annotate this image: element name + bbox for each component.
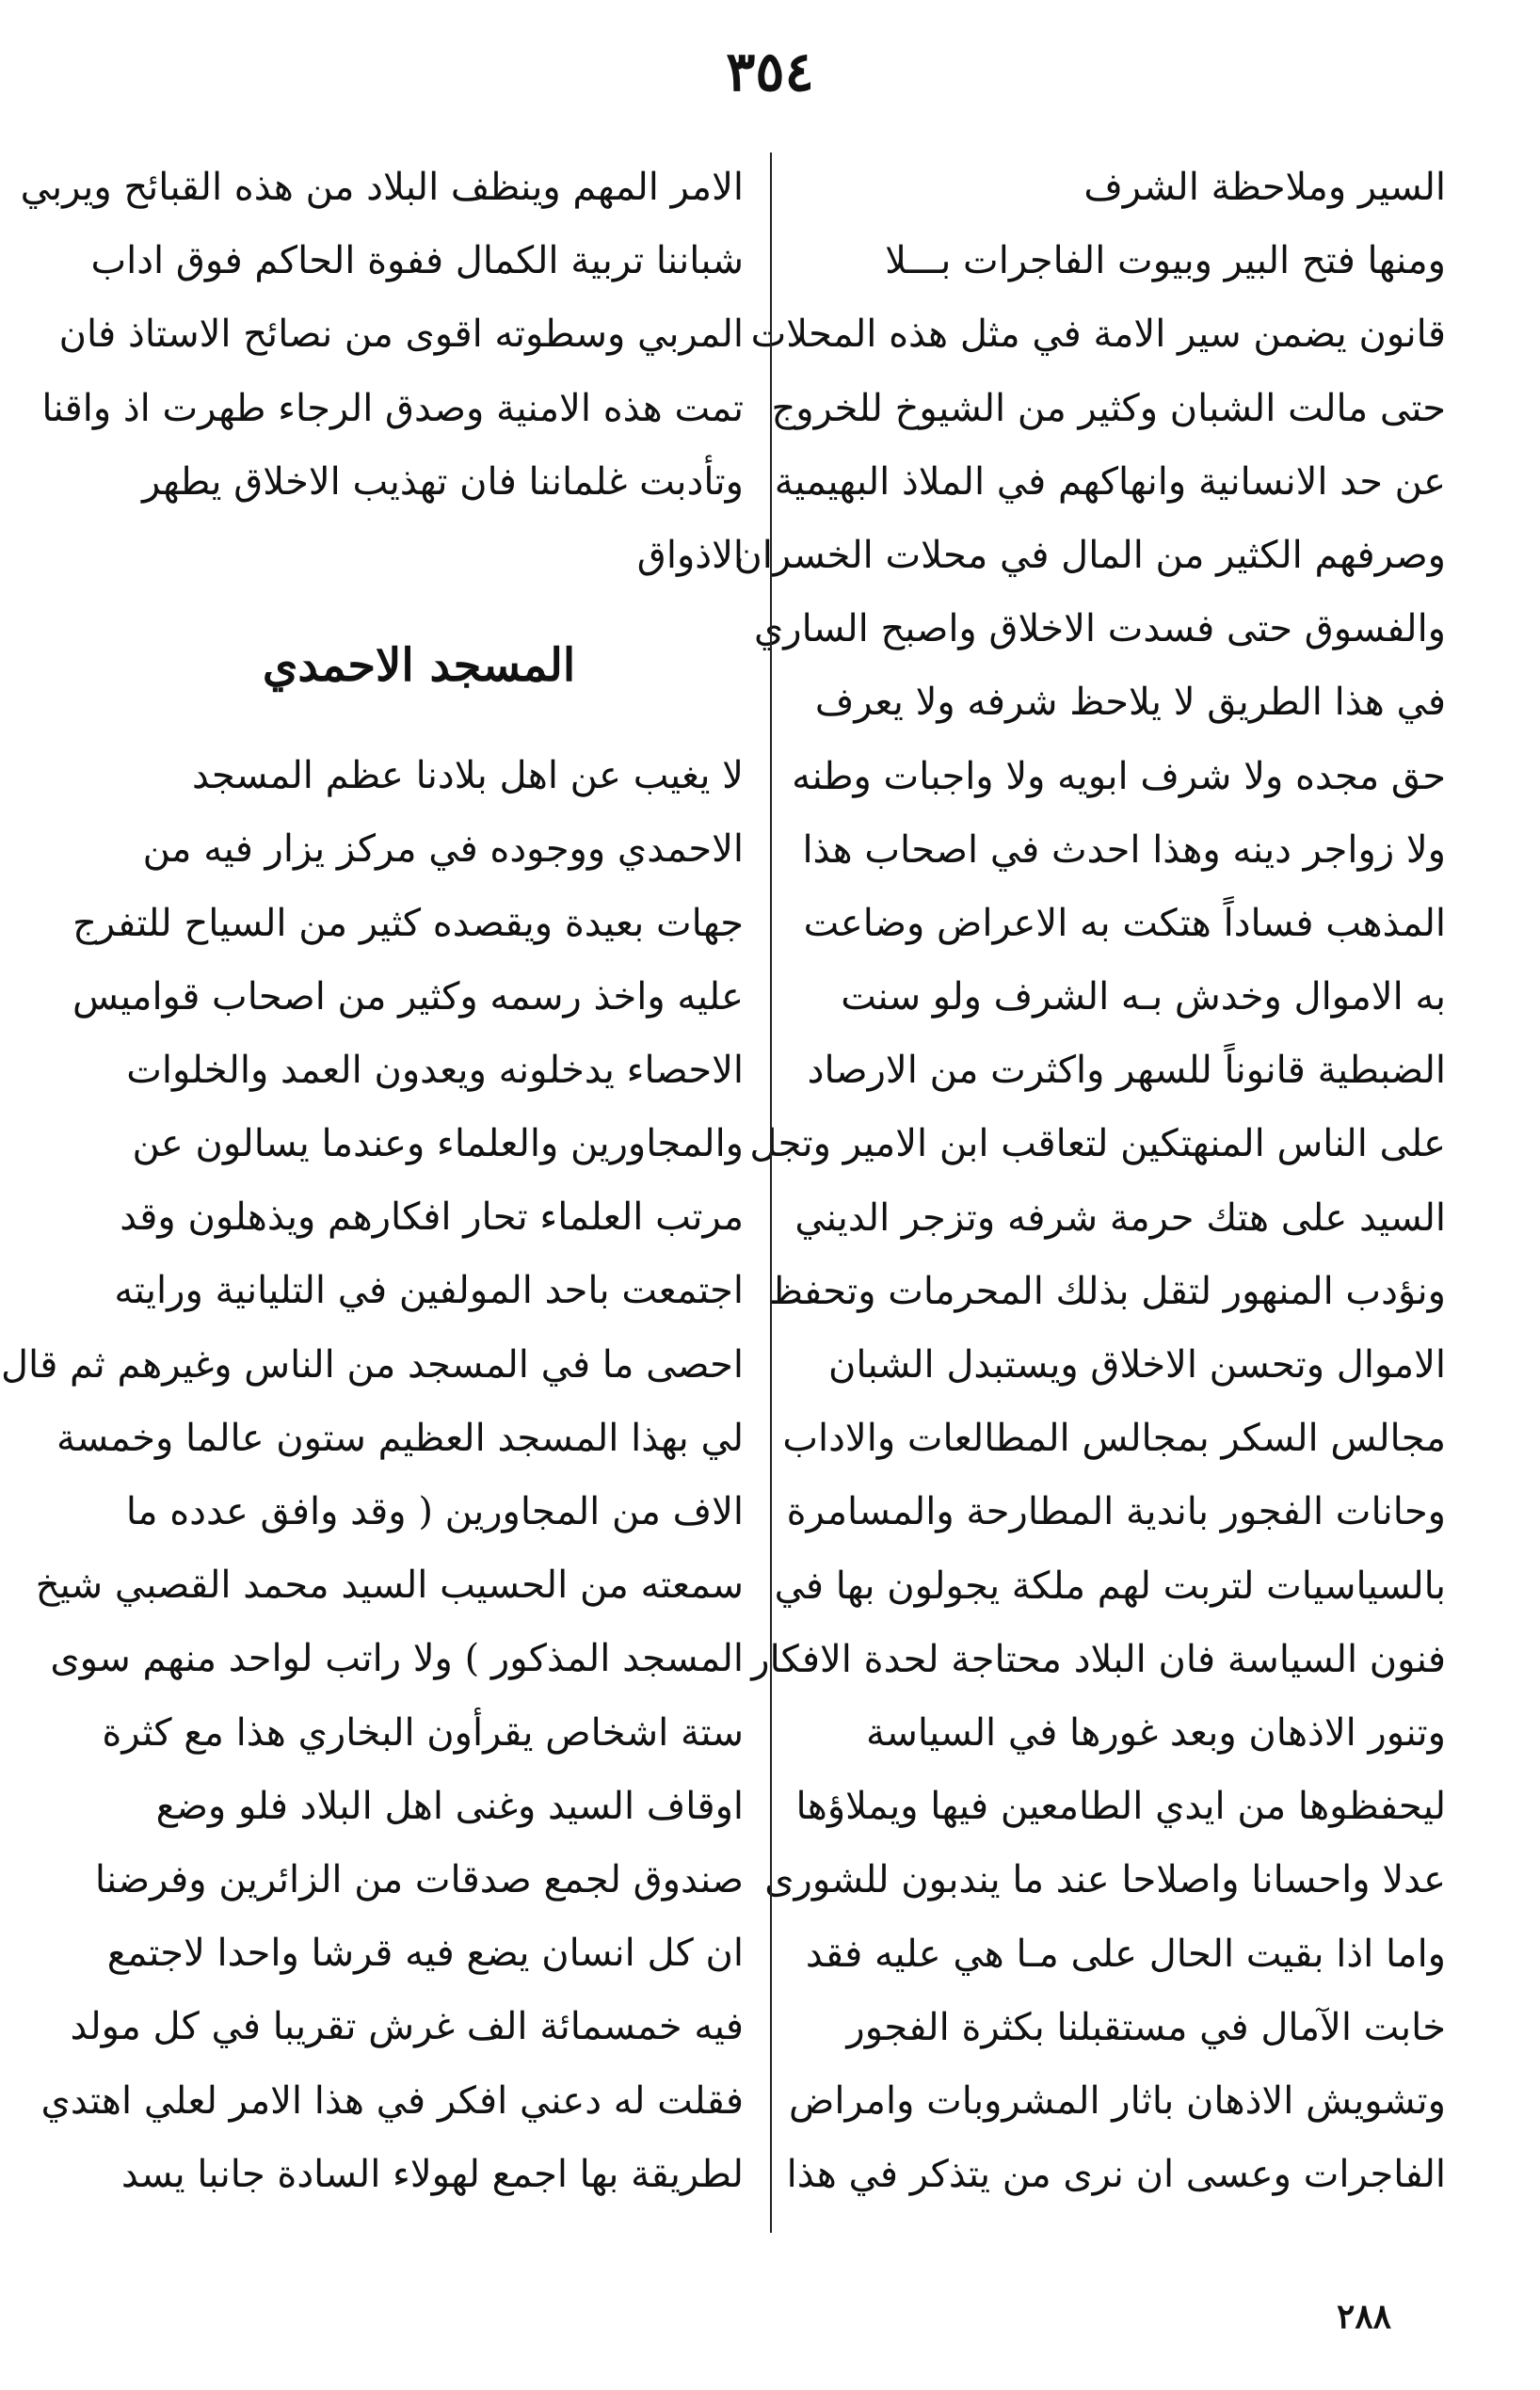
text-line: في هذا الطريق لا يلاحظ شرفه ولا يعرف bbox=[814, 681, 1446, 725]
text-line: الفاجرات وعسى ان نرى من يتذكر في هذا bbox=[786, 2153, 1446, 2197]
text-line: تمت هذه الامنية وصدق الرجاء طهرت اذ واقنا bbox=[41, 386, 744, 430]
text-line: مرتب العلماء تحار افكارهم ويذهلون وقد bbox=[120, 1195, 744, 1240]
text-line: المربي وسطوته اقوى من نصائح الاستاذ فان bbox=[58, 313, 744, 357]
text-line: الاذواق bbox=[636, 533, 744, 577]
text-line: فنون السياسة فان البلاد محتاجة لحدة الافكار bbox=[751, 1637, 1446, 1681]
text-line: فقلت له دعني افكر في هذا الامر لعلي اهتدي bbox=[40, 2078, 744, 2123]
text-line: لا يغيب عن اهل بلادنا عظم المسجد bbox=[191, 754, 744, 798]
text-line: الضبطية قانوناً للسهر واكثرت من الارصاد bbox=[807, 1049, 1446, 1093]
left-column bbox=[0, 151, 744, 2211]
text-line: احصى ما في المسجد من الناس وغيرهم ثم قال bbox=[0, 1342, 744, 1387]
text-line: ان كل انسان يضع فيه قرشا واحدا لاجتمع bbox=[106, 1932, 744, 1976]
text-line: بالسياسيات لتربت لهم ملكة يجولون بها في bbox=[774, 1564, 1446, 1608]
text-line: السير وملاحظة الشرف bbox=[1083, 166, 1446, 209]
left-column-bottom-text bbox=[0, 739, 744, 2211]
text-line: الاموال وتحسن الاخلاق ويستبدل الشبان bbox=[828, 1343, 1446, 1387]
column-divider bbox=[770, 152, 772, 2233]
text-line: عدلا واحسانا واصلاحا عند ما يندبون للشورى bbox=[764, 1858, 1446, 1902]
text-line: ونؤدب المنهور لتقل بذلك المحرمات وتحفظ bbox=[768, 1269, 1446, 1313]
section-heading: المسجد الاحمدي bbox=[262, 639, 576, 693]
text-line: عليه واخذ رسمه وكثير من اصحاب قواميس bbox=[72, 974, 744, 1019]
page-number: ٣٥٤ bbox=[726, 40, 814, 104]
text-line: مجالس السكر بمجالس المطالعات والاداب bbox=[782, 1417, 1446, 1461]
text-line: على الناس المنهتكين لتعاقب ابن الامير وتجل bbox=[749, 1122, 1446, 1166]
text-line: المذهب فساداً هتكت به الاعراض وضاعت bbox=[803, 901, 1446, 945]
text-line: المسجد المذكور ) ولا راتب لواحد منهم سوى bbox=[50, 1637, 744, 1681]
text-line: الامر المهم وينظف البلاد من هذه القبائح ويربي bbox=[20, 166, 744, 209]
text-line: عن حد الانسانية وانهاكهم في الملاذ البهيمية bbox=[774, 459, 1446, 504]
text-line: وصرفهم الكثير من المال في محلات الخسران bbox=[734, 533, 1446, 577]
text-line: ستة اشخاص يقرأون البخاري هذا مع كثرة bbox=[102, 1710, 744, 1755]
text-line: حتى مالت الشبان وكثير من الشيوخ للخروج bbox=[771, 386, 1446, 430]
text-line: لي بهذا المسجد العظيم ستون عالما وخمسة bbox=[56, 1416, 744, 1460]
text-line: والمجاورين والعلماء وعندما يسالون عن bbox=[132, 1122, 744, 1166]
text-line: ليحفظوها من ايدي الطامعين فيها ويملاؤها bbox=[795, 1785, 1446, 1829]
text-line: اجتمعت باحد المولفين في التليانية ورايته bbox=[114, 1269, 744, 1313]
text-line: صندوق لجمع صدقات من الزائرين وفرضنا bbox=[94, 1857, 744, 1901]
text-line: حق مجده ولا شرف ابويه ولا واجبات وطنه bbox=[792, 754, 1446, 798]
text-line: وحانات الفجور باندية المطارحة والمسامرة bbox=[786, 1490, 1446, 1534]
text-line: لطريقة بها اجمع لهولاء السادة جانبا يسد bbox=[120, 2152, 744, 2196]
text-line: سمعته من الحسيب السيد محمد القصبي شيخ bbox=[35, 1564, 744, 1608]
text-line: وتأدبت غلماننا فان تهذيب الاخلاق يطهر bbox=[142, 459, 744, 504]
text-line: جهات بعيدة ويقصده كثير من السياح للتفرج bbox=[72, 901, 744, 945]
text-line: ولا زواجر دينه وهذا احدث في اصحاب هذا bbox=[802, 827, 1446, 872]
text-line: وتنور الاذهان وبعد غورها في السياسة bbox=[865, 1710, 1446, 1755]
text-line: شباننا تربية الكمال ففوة الحاكم فوق اداب bbox=[90, 239, 744, 283]
text-line: اوقاف السيد وغنى اهل البلاد فلو وضع bbox=[155, 1784, 744, 1828]
text-line: الاحصاء يدخلونه ويعدون العمد والخلوات bbox=[126, 1048, 744, 1092]
text-line: ومنها فتح البير وبيوت الفاجرات بـــلا bbox=[885, 239, 1446, 283]
text-line: به الاموال وخدش بـه الشرف ولو سنت bbox=[841, 975, 1446, 1019]
text-line: السيد على هتك حرمة شرفه وتزجر الديني bbox=[794, 1195, 1446, 1240]
text-line: وتشويش الاذهان باثار المشروبات وامراض bbox=[788, 2078, 1446, 2123]
text-line: الاحمدي ووجوده في مركز يزار فيه من bbox=[142, 827, 744, 872]
text-line: خابت الآمال في مستقبلنا بكثرة الفجور bbox=[846, 2005, 1446, 2049]
text-line: قانون يضمن سير الامة في مثل هذه المحلات bbox=[750, 313, 1446, 357]
right-column bbox=[734, 151, 1446, 2211]
text-line: واما اذا بقيت الحال على مـا هي عليه فقد bbox=[805, 1932, 1446, 1976]
footer-page-number: ٢٨٨ bbox=[1337, 2297, 1392, 2336]
text-line: الاف من المجاورين ( وقد وافق عدده ما bbox=[125, 1490, 744, 1533]
text-line: والفسوق حتى فسدت الاخلاق واصبح الساري bbox=[753, 607, 1446, 651]
left-column-top-text bbox=[20, 151, 744, 592]
text-line: فيه خمسمائة الف غرش تقريبا في كل مولد bbox=[70, 2005, 744, 2049]
